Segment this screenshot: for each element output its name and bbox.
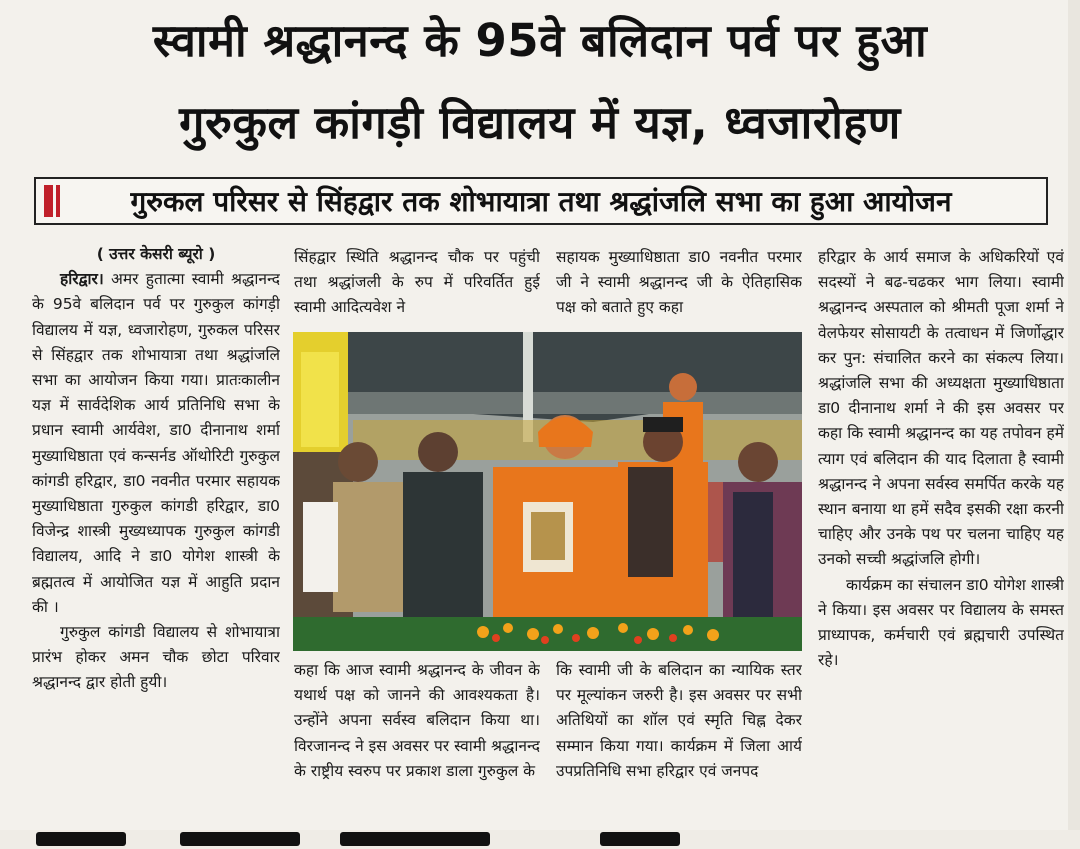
paragraph-2: गुरुकुल कांगडी विद्यालय से शोभायात्रा प्रारंभ होकर अमन चौक छोटा परिवार श्रद्धानन्द द्वार होती हुयी। (32, 623, 280, 692)
next-headline-cropped (0, 830, 1080, 849)
article-column-4 (818, 245, 1064, 825)
article-column-2-top: सिंहद्वार स्थिति श्रद्धानन्द चौक पर पहुंची तथा श्रद्धांजली के रुप में परिवर्तित हुई स्वामी आदित्यवेश ने (294, 248, 540, 317)
cropped-text-fragment (180, 832, 300, 846)
cropped-text-fragment (600, 832, 680, 846)
headline-line-1: स्वामी श्रद्धानन्द के 95वे बलिदान पर्व पर हुआ (152, 14, 928, 67)
accent-bar (44, 185, 53, 217)
page-edge (1068, 0, 1080, 849)
paragraph-4-2: कार्यक्रम का संचालन डा0 योगेश शास्त्री ने किया। इस अवसर पर विद्यालय के समस्त प्राध्यापक, कर्मचारी एवं ब्रह्मचारी उपस्थित रहे। (818, 575, 1064, 670)
byline: ( उत्तर केसरी ब्यूरो ) (96, 245, 216, 263)
article-column-2-bottom: कहा कि आज स्वामी श्रद्धानन्द के जीवन के यथार्थ पक्ष को जानने की आवश्यकता है। उन्होंने अपना सर्वस्व बलिदान किया था। विरजानन्द ने इस अवसर पर स्वामी श्रद्धानन्द के राष्ट्रीय स्वरुप पर प्रकाश डाला गुरुकुल के (294, 661, 540, 780)
cropped-text-fragment (340, 832, 490, 846)
paragraph-1 (32, 267, 280, 620)
subheadline-box (34, 177, 1048, 225)
subheadline: गुरुकल परिसर से सिंहद्वार तक शोभायात्रा तथा श्रद्धांजलि सभा का हुआ आयोजन (130, 185, 952, 218)
event-photo (293, 332, 802, 651)
accent-bar-thin (56, 185, 60, 217)
paragraph-4-1: हरिद्वार के आर्य समाज के अधिकरियों एवं सदस्यों ने बढ-चढकर भाग लिया। स्वामी श्रद्धानन्द अस्पताल को श्रीमती पूजा शर्मा ने वेलफेयर सोसायटी के तत्वाधन में जिर्णोद्धार कर पुन: संचालित करने का संकल्प लिया। श्रद्धांजलि सभा की अध्यक्षता मुख्याधिष्ठाता डा0 दीनानाथ शर्मा ने की इस अवसर पर कहा कि स्वामी श्रद्धानन्द का यह तपोवन हमें त्याग एवं बलिदान की याद दिलाता है स्वामी श्रद्धानन्द ने अपना सर्वस्व समर्पित करके यह स्थान बनाया था हमें सदैव इसकी रक्षा करनी चाहिए और उनके पथ पर चलना चाहिए यह उनको सच्ची श्रद्धांजलि होगी। (818, 248, 1064, 569)
paragraph-1-text: अमर हुतात्मा स्वामी श्रद्धानन्द के 95वे बलिदान पर्व पर गुरुकुल कांगड़ी विद्यालय में यज्ञ, ध्वजारोहण, गुरुकल परिसर से सिंहद्वार तक शोभायात्रा तथा श्रद्धांजलि सभा का आयोजन किया गया। प्रातःकालीन यज्ञ में सार्वदेशिक आर्य प्रतिनिधि सभा के प्रधान स्वामी आर्यवेश, डा0 दीनानाथ शर्मा मुख्याधिष्ठाता एवं कन्सर्नड ऑथोरिटी गुरुकुल कांगडी हरिद्वार, डा0 नवनीत परमार सहायक मुख्याधिष्ठाता गुरुकुल कांगडी हरिद्वार, डा0 विजेन्द्र शास्त्री मुख्यध्यापक गुरुकुल कांगडी विद्यालय, आदि ने डा0 योगेश शास्त्री के ब्रह्मतत्व में आयोजित यज्ञ में आहुति प्रदान की । (32, 270, 280, 616)
article-column-3-bottom: कि स्वामी जी के बलिदान का न्यायिक स्तर पर मूल्यांकन जरुरी है। इस अवसर पर सभी अतिथियों का शॉल एवं स्मृति चिह्न देकर सम्मान किया गया। कार्यक्रम में जिला आर्य उपप्रतिनिधि सभा हरिद्वार एवं जनपद (556, 661, 802, 780)
article-column-3-top: सहायक मुख्याधिष्ठाता डा0 नवनीत परमार जी ने स्वामी श्रद्धानन्द जी के ऐतिहासिक पक्ष को बताते हुए कहा (556, 248, 802, 317)
article-column-1 (32, 242, 280, 842)
headline-line-2: गुरुकुल कांगड़ी विद्यालय में यज्ञ, ध्वजारोहण (179, 96, 901, 149)
dateline: हरिद्वार। (60, 270, 104, 289)
cropped-text-fragment (36, 832, 126, 846)
event-photo-illustration (293, 332, 802, 651)
